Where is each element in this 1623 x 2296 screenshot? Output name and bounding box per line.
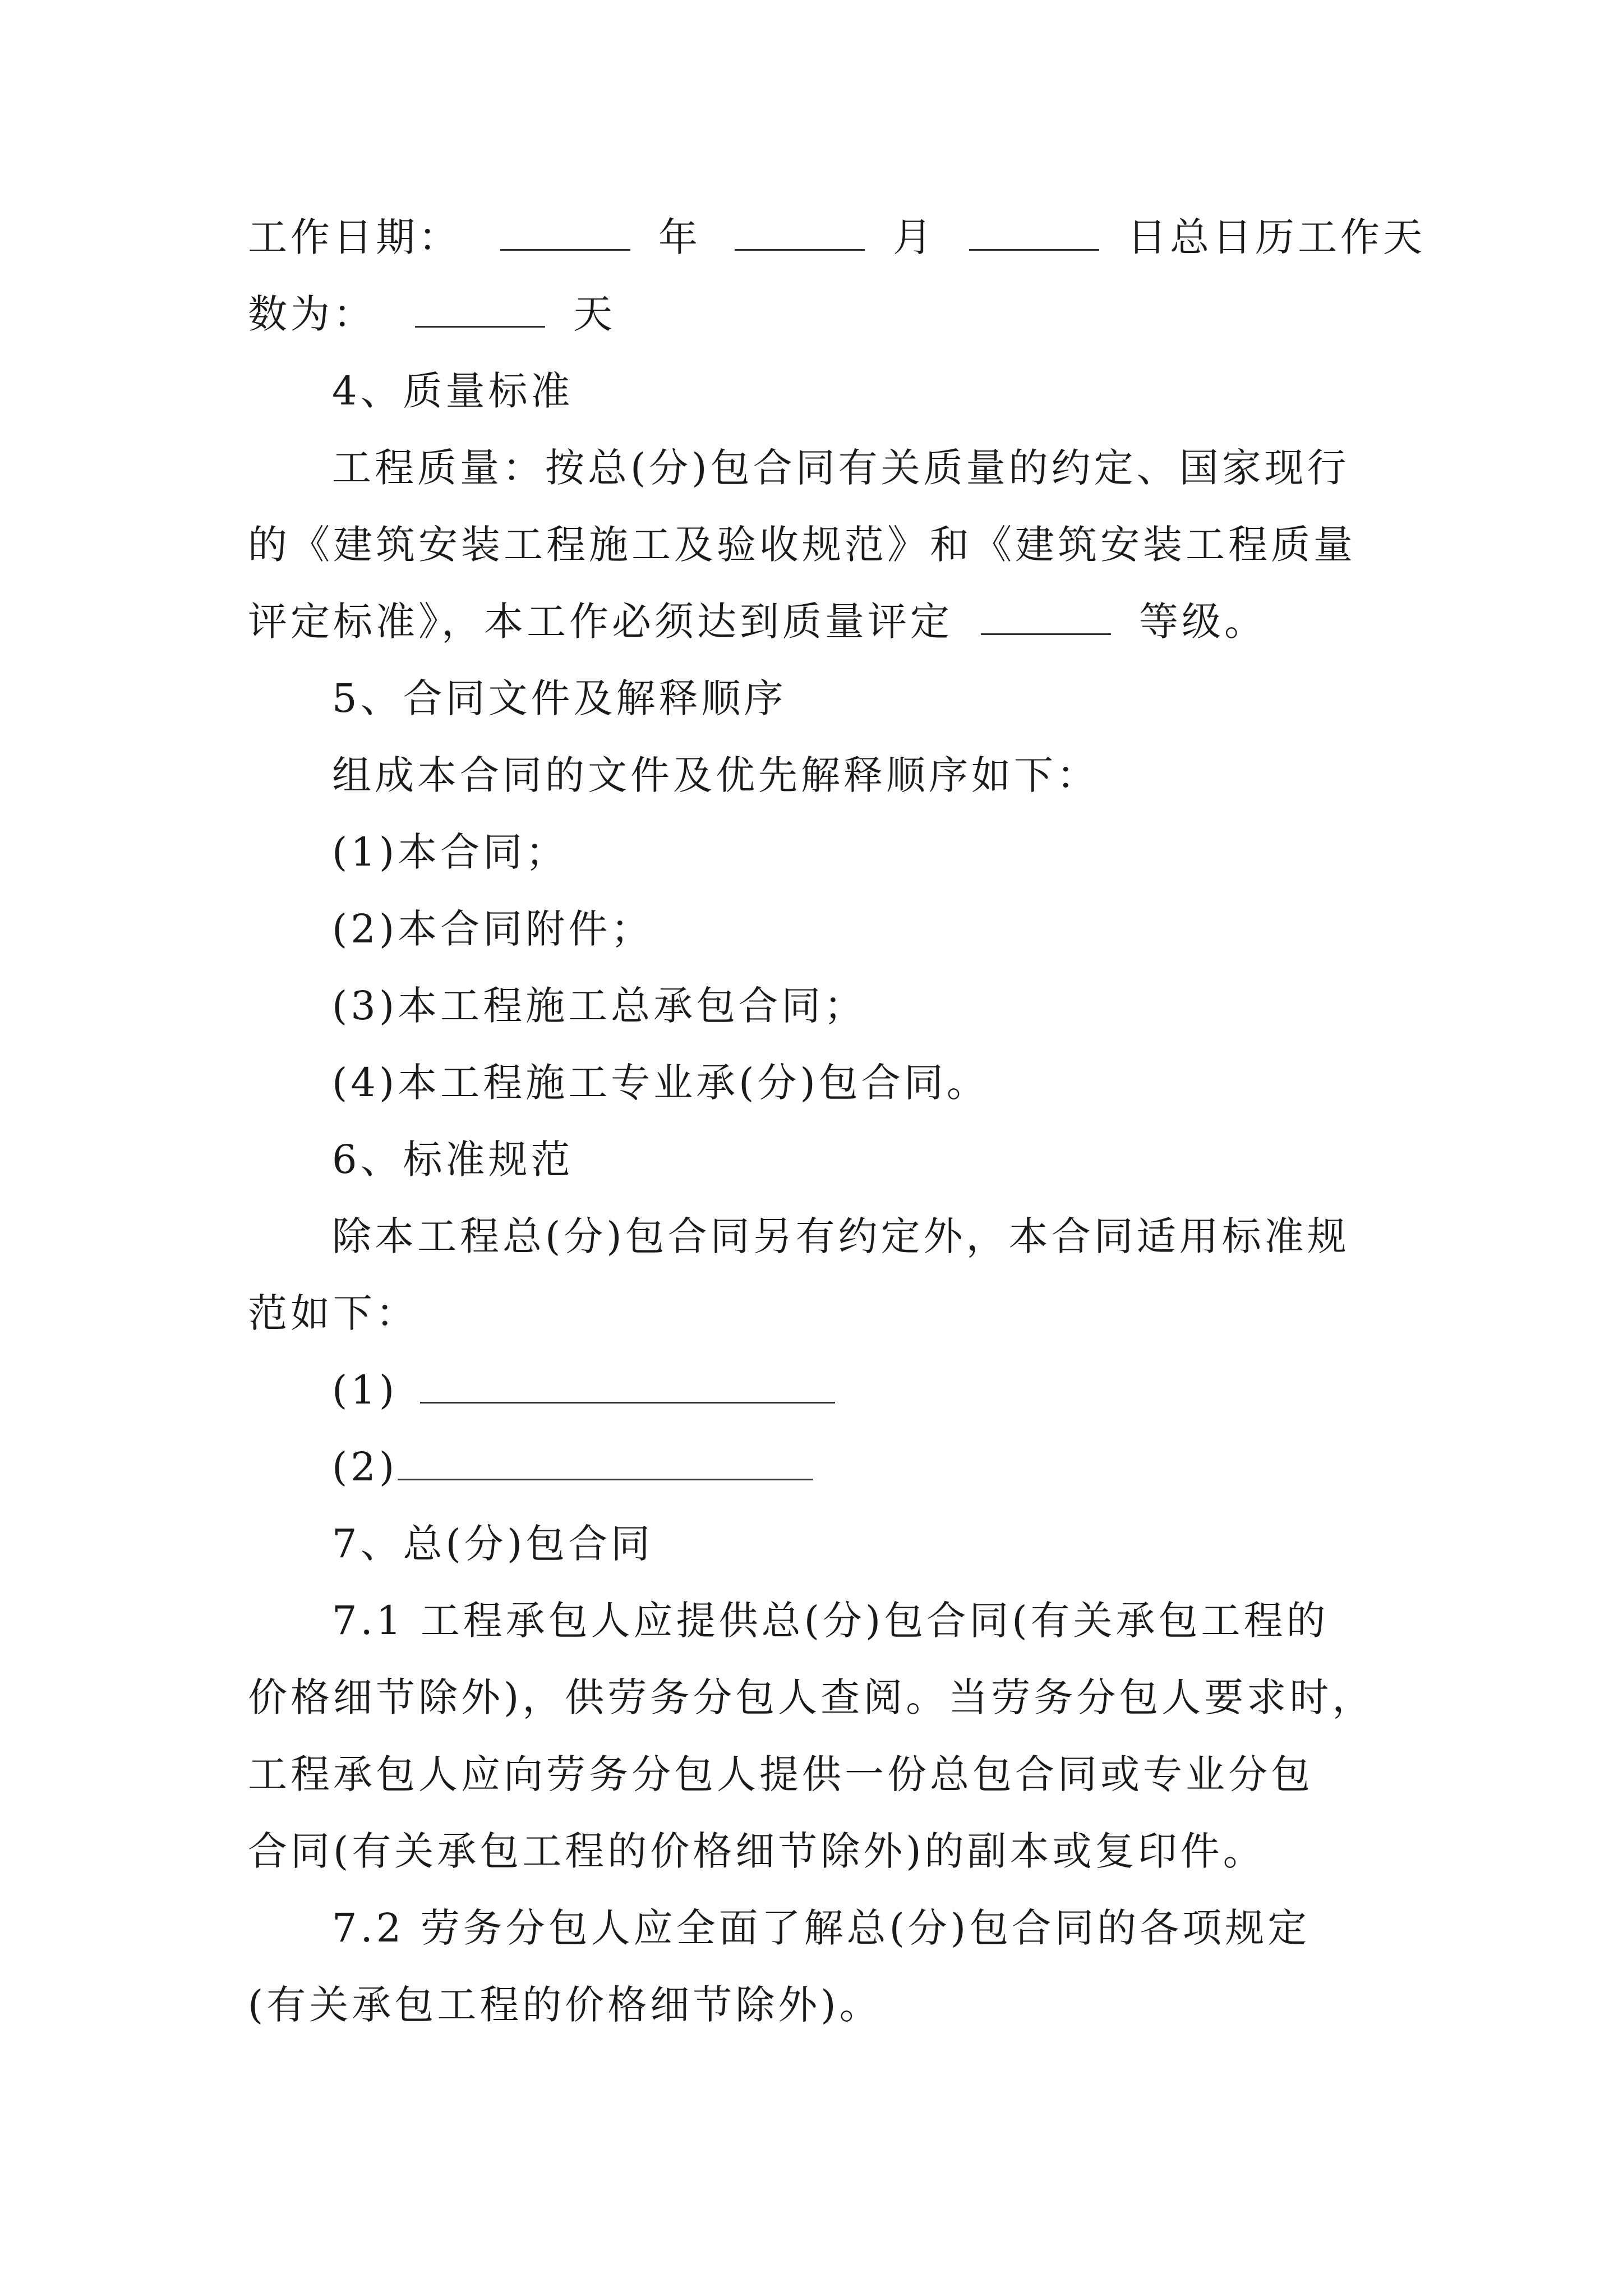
quality-grade-line (248, 596, 1267, 647)
paragraph-line: 工程质量：按总(分)包合同有关质量的约定、国家现行 (332, 445, 1350, 491)
standard-item-2 (332, 1442, 813, 1492)
section-6-heading: 6、标准规范 (332, 1137, 574, 1182)
paragraph-line: (有关承包工程的价格细节除外)。 (248, 1982, 882, 2028)
year-label: 年 (658, 214, 701, 260)
standard-item-1-blank[interactable] (420, 1367, 835, 1404)
paragraph-line: 工程承包人应向劳务分包人提供一份总包合同或专业分包 (248, 1751, 1313, 1797)
list-item: (3)本工程施工总承包合同； (332, 983, 867, 1029)
section-4-heading: 4、质量标准 (332, 368, 574, 414)
month-blank[interactable] (735, 214, 865, 251)
paragraph-line: 7.1 工程承包人应提供总(分)包合同(有关承包工程的 (332, 1598, 1329, 1644)
work-date-label: 工作日期： (248, 214, 461, 260)
paragraph-line: 范如下： (248, 1290, 418, 1336)
days-unit: 天 (573, 291, 616, 337)
standard-item-2-number: (2) (332, 1444, 398, 1490)
section-5-heading: 5、合同文件及解释顺序 (332, 675, 787, 721)
paragraph-line: 的《建筑安装工程施工及验收规范》和《建筑安装工程质量 (248, 522, 1356, 568)
paragraph-line: 价格细节除外)，供劳务分包人查阅。当劳务分包人要求时， (248, 1674, 1375, 1720)
list-item: (2)本合同附件； (332, 906, 654, 952)
standard-item-1 (332, 1365, 835, 1415)
total-days-line (248, 289, 616, 339)
month-label: 月 (893, 214, 935, 260)
day-blank[interactable] (969, 214, 1099, 251)
work-date-line (248, 212, 1426, 263)
quality-grade-text: 评定标准》，本工作必须达到质量评定 (248, 599, 953, 645)
list-item: (1)本合同； (332, 829, 569, 875)
paragraph-line: 合同(有关承包工程的价格细节除外)的副本或复印件。 (248, 1828, 1266, 1874)
total-days-blank[interactable] (415, 291, 545, 328)
total-days-label: 日总日历工作天 (1127, 214, 1426, 260)
grade-suffix: 等级。 (1139, 599, 1267, 645)
list-item: (4)本工程施工专业承(分)包合同。 (332, 1060, 989, 1106)
paragraph-line: 组成本合同的文件及优先解释顺序如下： (332, 752, 1099, 798)
quality-grade-blank[interactable] (981, 599, 1111, 635)
paragraph-line: 除本工程总(分)包合同另有约定外，本合同适用标准规 (332, 1213, 1350, 1259)
year-blank[interactable] (500, 214, 630, 251)
section-7-heading: 7、总(分)包合同 (332, 1521, 654, 1567)
total-days-prefix: 数为： (248, 291, 376, 337)
paragraph-line: 7.2 劳务分包人应全面了解总(分)包合同的各项规定 (332, 1905, 1311, 1951)
standard-item-1-number: (1) (332, 1367, 398, 1413)
standard-item-2-blank[interactable] (398, 1444, 813, 1480)
